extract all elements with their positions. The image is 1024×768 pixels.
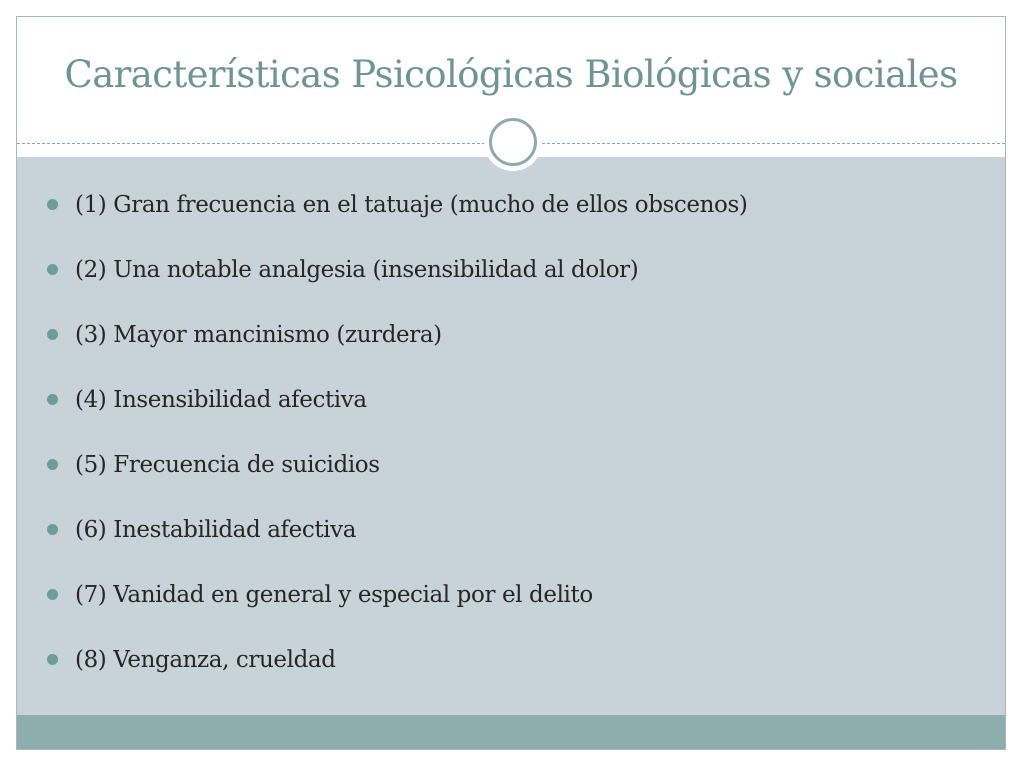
bullet-dot-icon: [47, 654, 58, 665]
list-item: [17, 644, 1005, 709]
bullet-dot-icon: [47, 199, 58, 210]
bullet-dot-icon: [47, 459, 58, 470]
list-item: [17, 319, 1005, 384]
list-item: [17, 189, 1005, 254]
bullet-text: (5) Frecuencia de suicidios: [75, 452, 380, 478]
bullet-text: (3) Mayor mancinismo (zurdera): [75, 322, 442, 348]
bullet-text: (2) Una notable analgesia (insensibilidad al dolor): [75, 257, 639, 283]
slide-title: Características Psicológicas Biológicas y sociales: [64, 53, 958, 96]
bullet-text: (7) Vanidad en general y especial por el delito: [75, 582, 593, 608]
list-item: [17, 254, 1005, 319]
bullet-text: (1) Gran frecuencia en el tatuaje (mucho de ellos obscenos): [75, 192, 748, 218]
bullet-dot-icon: [47, 524, 58, 535]
bullet-dot-icon: [47, 589, 58, 600]
bullet-text: (8) Venganza, crueldad: [75, 647, 336, 673]
circle-ornament-icon: [484, 113, 542, 171]
footer-bar: [17, 715, 1005, 750]
bullet-text: (4) Insensibilidad afectiva: [75, 387, 367, 413]
bullet-list: [17, 189, 1005, 709]
bullet-text: (6) Inestabilidad afectiva: [75, 517, 357, 543]
list-item: [17, 579, 1005, 644]
bullet-dot-icon: [47, 329, 58, 340]
list-item: [17, 514, 1005, 579]
bullet-dot-icon: [47, 394, 58, 405]
circle-ring: [489, 118, 537, 166]
list-item: [17, 384, 1005, 449]
bullet-dot-icon: [47, 264, 58, 275]
list-item: [17, 449, 1005, 514]
slide: [16, 16, 1006, 750]
